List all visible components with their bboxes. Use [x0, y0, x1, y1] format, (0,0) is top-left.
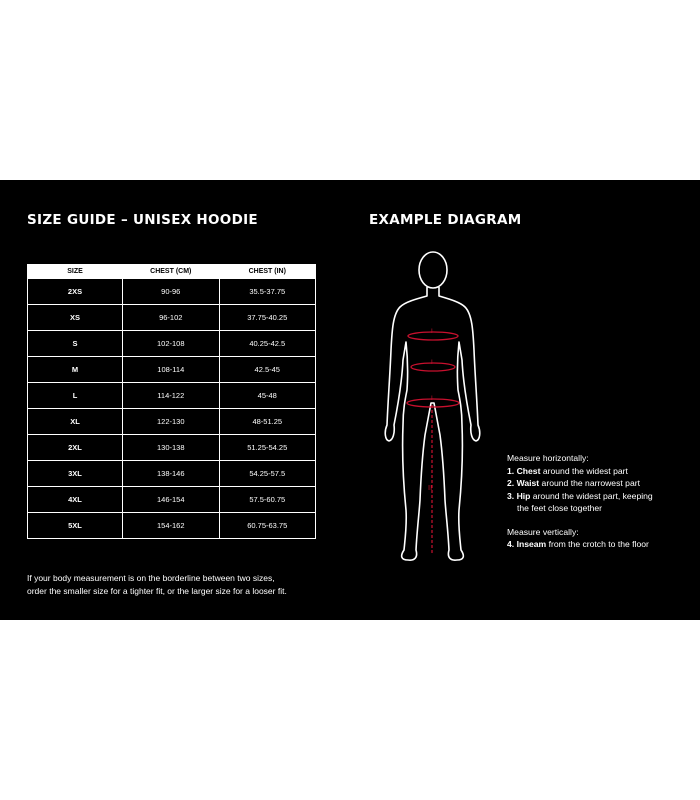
table-row [28, 513, 316, 539]
instruction-item-hip [507, 490, 697, 503]
size-cell: 2XL [28, 435, 123, 461]
size-table [27, 264, 316, 539]
item-number: 1. [507, 465, 515, 476]
table-header [28, 265, 316, 279]
measurement-instructions [507, 452, 697, 551]
header-chest-in: CHEST (IN) [219, 265, 316, 279]
table-row [28, 409, 316, 435]
table-row [28, 461, 316, 487]
instruction-item-inseam [507, 538, 697, 551]
table-row [28, 487, 316, 513]
example-diagram-title: EXAMPLE DIAGRAM [369, 212, 522, 228]
size-cell: 4XL [28, 487, 123, 513]
table-row [28, 383, 316, 409]
chest-in-cell: 48-51.25 [219, 409, 316, 435]
table-row [28, 279, 316, 305]
chest-in-cell: 60.75-63.75 [219, 513, 316, 539]
chest-cm-cell: 138-146 [123, 461, 219, 487]
hip-marker: I [431, 395, 433, 402]
chest-cm-cell: 102-108 [123, 331, 219, 357]
chest-cm-cell: 96-102 [123, 305, 219, 331]
waist-measure-line [411, 363, 455, 371]
size-cell: 2XS [28, 279, 123, 305]
chest-cm-cell: 122-130 [123, 409, 219, 435]
size-cell: L [28, 383, 123, 409]
item-text: around the narrowest part [539, 478, 640, 488]
size-cell: 5XL [28, 513, 123, 539]
chest-in-cell: 51.25-54.25 [219, 435, 316, 461]
table-row [28, 305, 316, 331]
chest-marker: I [431, 328, 433, 335]
instruction-item-chest [507, 465, 697, 478]
table-row [28, 357, 316, 383]
header-size: SIZE [28, 265, 123, 279]
head-outline [419, 252, 447, 288]
fit-note-line: order the smaller size for a tighter fit, or the larger size for a looser fit. [27, 586, 287, 596]
size-cell: S [28, 331, 123, 357]
item-term: Hip [516, 490, 531, 501]
chest-in-cell: 54.25-57.5 [219, 461, 316, 487]
fit-note-line: If your body measurement is on the borderline between two sizes, [27, 573, 275, 583]
item-text: around the widest part [540, 465, 628, 476]
chest-in-cell: 42.5-45 [219, 357, 316, 383]
inseam-marker: II [428, 484, 433, 492]
item-text: around the widest part, keeping [530, 490, 653, 501]
item-number: 4. [507, 539, 515, 549]
size-guide-title: SIZE GUIDE – UNISEX HOODIE [27, 212, 258, 228]
chest-in-cell: 40.25-42.5 [219, 331, 316, 357]
chest-cm-cell: 154-162 [123, 513, 219, 539]
chest-cm-cell: 146-154 [123, 487, 219, 513]
size-cell: 3XL [28, 461, 123, 487]
size-cell: XL [28, 409, 123, 435]
chest-measure-line [408, 332, 458, 340]
chest-in-cell: 45-48 [219, 383, 316, 409]
horizontal-heading: Measure horizontally: [507, 453, 589, 463]
vertical-heading: Measure vertically: [507, 526, 579, 537]
item-text: from the crotch to the floor [546, 539, 649, 549]
chest-cm-cell: 90-96 [123, 279, 219, 305]
hip-continuation: the feet close together [517, 503, 603, 513]
chest-cm-cell: 114-122 [123, 383, 219, 409]
spacer [507, 515, 697, 526]
chest-in-cell: 37.75-40.25 [219, 305, 316, 331]
size-cell: XS [28, 305, 123, 331]
fit-note [27, 572, 357, 598]
chest-in-cell: 57.5-60.75 [219, 487, 316, 513]
body-outline-diagram [380, 250, 500, 580]
table-row [28, 331, 316, 357]
chest-cm-cell: 130-138 [123, 435, 219, 461]
table-row [28, 435, 316, 461]
item-term: Waist [516, 478, 540, 488]
item-term: Chest [516, 465, 541, 476]
size-cell: M [28, 357, 123, 383]
item-number: 3. [507, 490, 515, 501]
size-guide-panel [0, 180, 700, 620]
chest-cm-cell: 108-114 [123, 357, 219, 383]
item-term: Inseam [516, 539, 547, 549]
waist-marker: I [431, 359, 433, 366]
instruction-item-waist [507, 477, 697, 490]
header-chest-cm: CHEST (CM) [123, 265, 219, 279]
item-number: 2. [507, 478, 515, 488]
chest-in-cell: 35.5-37.75 [219, 279, 316, 305]
